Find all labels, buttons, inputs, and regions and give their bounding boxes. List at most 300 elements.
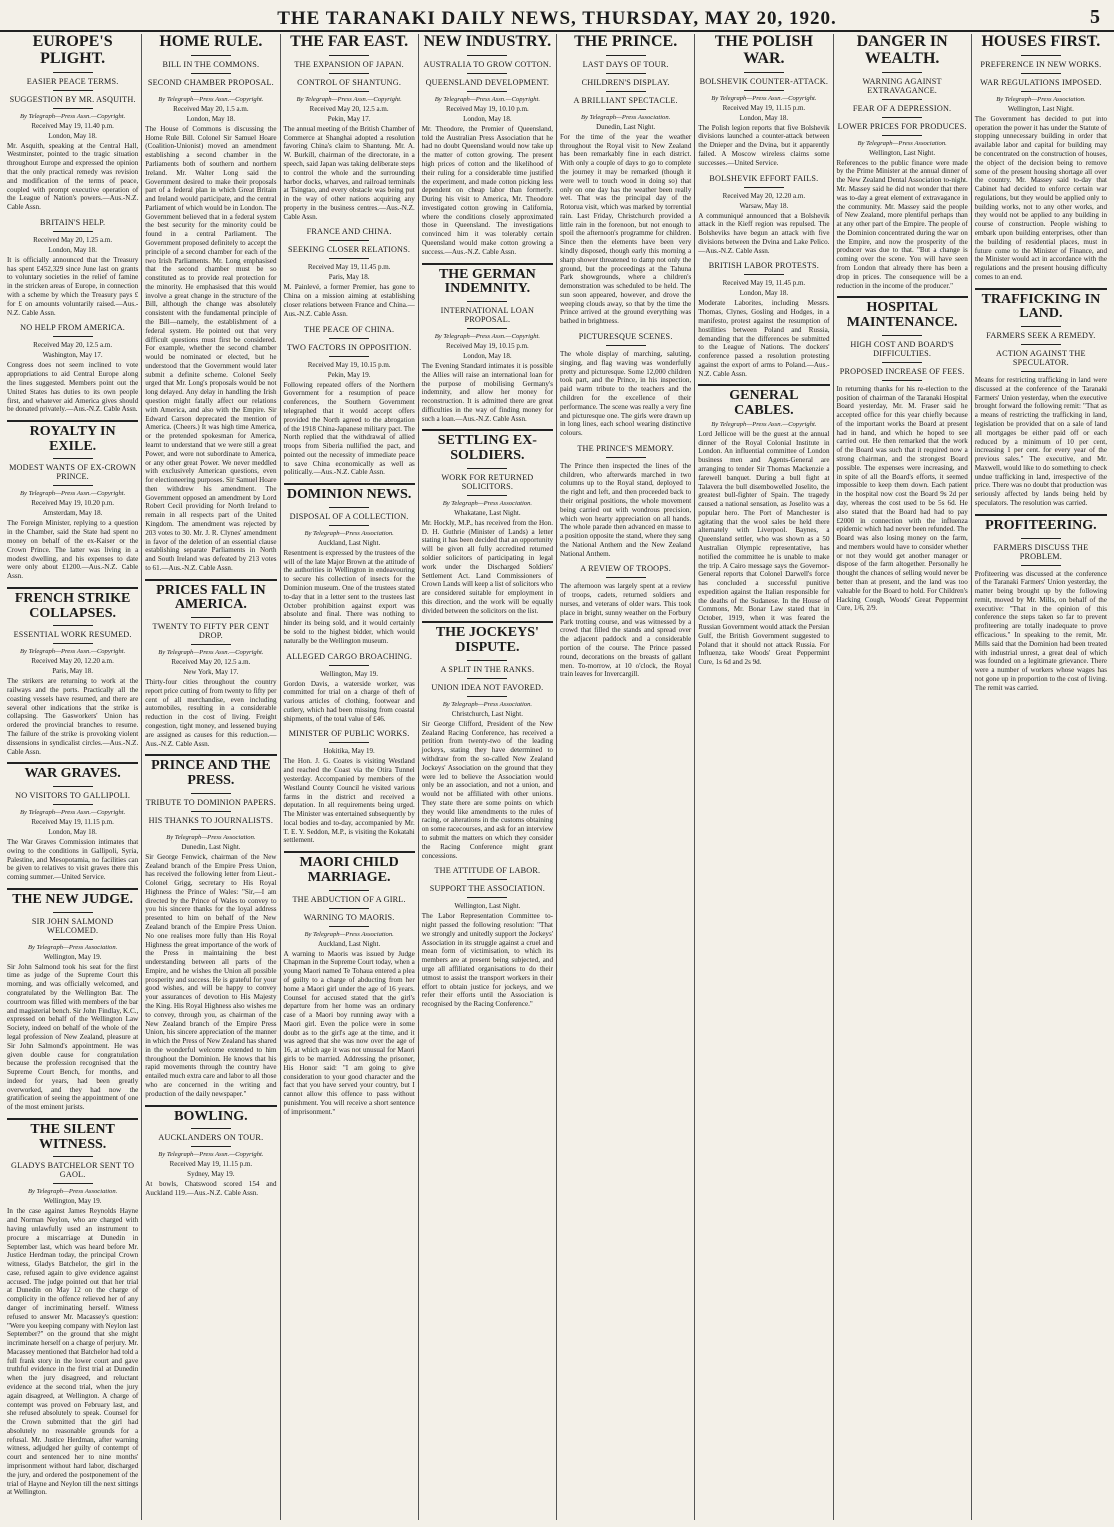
article-body: Moderate Laborites, including Messrs. Thomas, Clynes, Gosling and Hodges, in a manifesto, protest against the resumption of hostilities between Poland and Russia, demanding that the differences be submitted to the League of Nations. The dockers' conference passed a resolution protesting against the export of arms to Poland.—Aus.-N.Z. Cable Assn. [698,299,830,378]
headline: PRICES FALL IN AMERICA. [145,579,276,613]
received-time: Received May 19, 10.15 p.m. [445,341,529,350]
subheadline: ACTION AGAINST THE SPECULATOR. [996,349,1086,368]
byline: By Telegraph—Press Assn.—Copyright. [434,332,540,340]
subheadline: FRANCE AND CHINA. [306,227,392,237]
article [7,888,138,1112]
article [145,579,276,749]
dateline: London, May 18. [48,245,97,254]
byline: By Telegraph—Press Association. [166,833,256,841]
article-body: Means for restricting trafficking in land were discussed at the conference of the Taranaki Farmers' Union yesterday, when the executive brought forward the following remit: "That as a means of restricting the trafficking in land, legislation be provided that on a sale of land all mortgages be either paid off or each reduced by a minimum of 10 per cent, increasing 1 per cent. for every year of the previous sales." The executive, and Mr. Maxwell, would like to do something to check undue trafficking in land, irrespective of the price. There was no doubt that production was seriously affected by lands being held by speculators. The resolution was carried. [974,376,1107,508]
received-time: Received May 20, 12.5 a.m. [171,658,251,667]
divider-rule [744,72,784,73]
divider-rule [53,108,93,109]
headline: PRINCE AND THE PRESS. [145,754,276,788]
divider-rule [329,73,369,74]
divider-rule [467,879,507,880]
divider-rule [53,72,93,73]
dateline: Whakatane, Last Night. [454,508,521,517]
column-6 [695,34,833,1520]
divider-rule [1021,371,1061,372]
divider-rule [329,926,369,927]
article [7,218,138,317]
article [7,420,138,581]
divider-rule [191,91,231,92]
headline: HOUSES FIRST. [981,34,1101,50]
headline: THE POLISH WAR. [714,34,813,67]
article-body: In the case against James Reynolds Hayne and Norman Neylon, who are charged with having unlawfully used an instrument to procure a miscarriage at Dunedin in September last, which was heard before Mr. Justice Herdman today, the principal Crown witness, Gladys Batchelor, the girl in the case, refused again to give evidence against accused. The judge pointed out that her trial at Dunedin on May 12 on the charge of complicity in the offence relieved her of any danger of incriminating herself. Witness refused to answer Mr. Macassey's question: "Were you keeping company with Neylon last September?" on the ground that she might incriminate herself on a charge of perjury. Mr. Macassey mentioned that Batchelor had told a full frank story in the lower court and gave truthful evidence in the first trial at Dunedin when the jury disagreed, and reluctant evidence at the second trial, when the jury again disagreed, at Wellington. A charge of contempt was proved on February last, and she refused absolutely to speak. Counsel for the Crown submitted that the girl had absolutely no reasonable grounds for a refusal. Mr. Justice Herdman, after warning witness, adjudged her guilty of contempt of court and sentenced her to nine months' imprisonment without hard labor, discharged the jury, and ordered the postponement of the trial of Hayne and Neylon till the next sittings at Wellington. [7,1207,139,1497]
subheadline: THE PEACE OF CHINA. [304,324,395,334]
headline: MAORI CHILD MARRIAGE. [284,851,415,885]
divider-rule [329,742,369,743]
article-body: The Evening Standard intimates it is possible the Allies will raise an international loan for the purpose of mobilising Germany's indemnity, and allow her money for reconstruction. It is admitted there are great difficulties in the way of finding money for such a loan.—Aus.-N.Z. Cable Assn. [421,361,553,423]
article-body: The House of Commons is discussing the Home Rule Bill. Colonel Sir Samuel Hoare (Coalition-Unionist) moved an amendment establishing a second chamber in the Parliaments both of southern and northern Ireland. Mr. Walter Long said the Government desired to make their proposals part of a federal plan in which Great Britain and Ireland would participate, and the central Parliament of which would be in London. The Government believed that in a federal system the best security for the minority could be found in a central Parliament. The Government proposed definitely to accept the principle of a second chamber for each of the two Irish Parliaments. Mr. Long emphasised that the second chamber must be so constituted as to provide real protection for the minority. He emphasised that this would involve a great change in the structure of the Bill, although the change was absolutely consistent with the fundamental principle of the Bill—namely, the establishment of a federal system. He pointed out that very difficult questions must first be considered. For example, whether the second chamber would be nominated or elected, but he understood that the Government would later submit a definite scheme. Colonel Seely urged that Mr. Long's proposals would be not long delayed. Any delay in handling the Irish question might fatally affect our relations with America, and also with the Empire. Sir Edward Carson deprecated the mention of America. (Cheers.) It was high time America, or the pretended spokesman for America, learnt to understand that we were still a great Power, and were not subordinate to America, or any other great Power. We never meddled with exclusively American questions, even for electioneering purposes. Sir Samuel Hoare then withdrew his amendment. The Government opposed an amendment by Lord Robert Cecil providing for North Ireland to remain in all respects part of the United Kingdom. The amendment was rejected by 203 votes to 30. Mr. J. R. Clynes' amendment in favor of the deletion of an essential clause establishing separate Parliaments in North and South Ireland was defeated by 213 votes to 61.—Aus.-N.Z. Cable Assn. [145,124,277,572]
article [560,564,691,679]
article [284,34,415,221]
byline: By Telegraph—Press Assn.—Copyright. [19,648,126,656]
article [7,34,138,212]
byline: By Telegraph—Press Assn.—Copyright. [296,95,402,103]
dateline: Auckland, Last Night. [318,939,381,948]
article-body: A warning to Maoris was issued by Judge Chapman in the Supreme Court today, when a young Maori named Te Tohaua entered a plea of guilty to a charge of abducting from her home a Maori girl under the age of 16 years. Counsel for accused stated that the girl's departure from her home was an ordinary case of a Maori boy running away with a Maori girl. Even the police were in some doubt as to the girl's age at the time, and it was agreed that she was now over the age of 16, at which age it was not unusual for Maori girls to be married. Addressing the prisoner, His Honor said: "I am going to give consideration to your good character and the fact that you have served your country, but I cannot allow this offence to pass without punishment. You will receive a short sentence of imprisonment." [283,949,415,1116]
article [560,34,691,326]
received-time: Received May 20, 12.5 a.m. [309,104,389,113]
divider-rule [882,72,922,73]
byline: By Telegraph—Press Assn.—Copyright. [19,809,126,817]
dateline: Wellington, Last Night. [1007,104,1074,113]
divider-rule [467,55,507,56]
article-body: In returning thanks for his re-election to the position of chairman of the Taranaki Hospital Board yesterday, Mr. M. Fraser said he accepted office for this year chiefly because of the important works the Board at present had in hand, and which he hoped to see carried out. He then remarked that the work of the Board was such that it required now a strong chairman, and the strongest Board possible. The expenses were increasing, and in spite of all the Board's efforts, it seemed impossible to keep them down. Each patient in the hospital now cost the Board 9s 2d per day, whereas the cost used to be 5s 6d. He also stated that the Board had had to pay £2000 in connection with the influenza epidemic which had never been refunded. The Board was also losing money on the farm, and members would have to consider whether or not they would get another manager or dispose of the farm altogether. Personally he thought the chances of selling would never be better than at present, and the land was too valuable for the Board to hold. For Children's Hacking Cough, Woods' Great Peppermint Cure, 1/6, 2/9. [836,384,968,613]
subheadline: SUGGESTION BY MR. ASQUITH. [9,94,136,104]
subheadline: CONTROL OF SHANTUNG. [297,77,402,87]
subheadline: HIGH COST AND BOARD'S DIFFICULTIES. [850,339,954,358]
dateline: Washington, May 17. [42,351,103,360]
divider-rule [329,507,369,508]
headline: THE JOCKEYS' DISPUTE. [422,621,553,655]
received-time: Received May 20, 1.25 a.m. [33,235,113,244]
article-body: References to the public finance were made by the Prime Minister at the annual dinner of the New Zealand Dental Association to-night. Mr. Massey said he did not wonder that there was to-day a great element of extravagance in the community. Mr. Massey said the people of New Zealand, more plentiful perhaps than at any other part of the Empire. The people of the Dominion concentrated during the war on the Empire, and now the prosperity of the producer was due to that. "But a change is coming over the scene. You will have seen from London that already there has been a drop in prices. The consequence will be a reduction in the income of the producer." [836,158,968,290]
dateline: London, May 18. [739,289,789,298]
article [975,288,1107,508]
column-8 [972,34,1110,1520]
divider-rule [53,336,93,337]
headline: THE GERMAN INDEMNITY. [422,263,553,297]
dateline: Sydney, May 19. [187,1170,235,1179]
divider-rule [329,338,369,339]
dateline: Warsaw, May 18. [739,201,789,210]
subheadline: MODEST WANTS OF EX-CROWN PRINCE. [9,463,137,482]
article-body: At bowls, Chatswood scored 154 and Auckland 119.—Aus.-N.Z. Cable Assn. [145,1180,277,1198]
article-body: The Labor Representation Committee to-night passed the following resolution: "That we strongly and unitedly support the Jockeys' Association in its struggle against a cruel and mean form of victimisation, to which its members are at present being subjected, and urge all affiliated organisations to do their utmost to assist the transport workers in their effort to obtain justice for jockeys, and we refer their efforts until the Association is recognised by the Racing Conference." [421,912,553,1009]
article-body: Mr. Hockly, M.P., has received from the Hon. D. H. Guthrie (Minister of Lands) a letter stating it has been decided that an opportunity will be given all fully accredited returned soldier solicitors of participating in legal work under the Discharged Soldiers' Settlement Act. Land Commissioners of Crown Lands will keep a list of solicitors who are considered suitable for employment in this direction, and the work will be equally divided between the solicitors on the list. [421,518,553,615]
divider-rule [882,380,922,381]
divider-rule [329,890,369,891]
article [284,483,415,645]
headline: TRAFFICKING IN LAND. [975,288,1107,322]
subheadline: NO HELP FROM AMERICA. [20,323,126,333]
divider-rule [606,55,646,56]
dateline: Auckland, Last Night. [318,538,381,547]
divider-rule [191,644,231,645]
article-body: The annual meeting of the British Chamber of Commerce at Shanghai adopted a resolution favoring China's claim to Shantung. Mr. A. W. Burkill, chairman of the directorate, in a speech, said Japan was taking deliberate steps to control the whole and the surrounding harbor docks, wharves, and railroad terminals at Tsingtao, and every obstacle was being put in the way of other nations acquiring any property in the business centres.—Aus.-N.Z. Cable Assn. [283,124,415,221]
divider-rule [606,345,646,346]
divider-rule [744,274,784,275]
subheadline: SECOND CHAMBER PROPOSAL. [147,77,274,87]
divider-rule [744,90,784,91]
dateline: Hokitika, May 19. [323,747,375,756]
received-time: Received May 20, 1.5 a.m. [173,104,249,113]
subheadline: THE PRINCE'S MEMORY. [577,443,674,453]
article-body: It is officially announced that the Treasury has spent £452,329 since June last on grants to voluntary societies in the relief of famine in the stricken areas of Europe, in connection with a scheme by which the Treasury pays £ for £ on amounts voluntarily raised.—Aus.-N.Z. Cable Assn. [7,255,139,317]
article-body: The Hon. J. G. Coates is visiting Westland and reached the Coast via the Otira Tunnel yesterday. Accompanied by members of the Westland County Council he visited various farms in the district and received a deputation. In all requirements being urged. The Minister was entertained subsequently by local bodies and to-day, accompanied by Mr. T. E. Y. Seddon, M.P., is visiting the Kokatahi settlement. [283,757,415,845]
divider-rule [329,55,369,56]
divider-rule [467,678,507,679]
article-body: For the time of the year the weather throughout the Royal visit to New Zealand has been remarkably fine in each district. With only a couple of days to go to complete the journey it may be remarked (though it were well to touch wood in doing so) that only on one day has the weather been really wet. That was the principal day of the Rotorua visit, which was marked by torrential rain. Last Friday, Christchurch provided a little rain in the forenoon, but not enough to spoil the afternoon's programme for children. Since then the elements have been very kindly disposed, though early this morning a sharp shower threatened to damp not only the ground, but the proceedings at the Tahuna Park showgrounds, where a children's demonstration was scheduled to be held. The sun soon appeared, however, and drove the weeping clouds away, so that by the time the Prince arrived at the ground everything was bathed in brightness. [560,132,692,326]
byline: By Telegraph—Press Association. [27,943,118,951]
divider-rule [53,912,93,913]
byline: By Telegraph—Press Assn.—Copyright. [711,420,817,428]
column-2 [142,34,280,1520]
column-5 [557,34,695,1520]
byline: By Telegraph—Press Assn.—Copyright. [19,112,126,120]
article-body: The Foreign Minister, replying to a question in the Chamber, said the State had spent no money on behalf of the ex-Kaiser or the Crown Prince. The latter was living in a modest dwelling, and his expenses to date were only about £1200.—Aus.-N.Z. Cable Assn. [7,519,139,581]
subheadline: FARMERS DISCUSS THE PROBLEM. [993,542,1089,561]
byline: By Telegraph—Press Association. [996,95,1086,103]
article-body: Profiteering was discussed at the conference of the Taranaki Farmers' Union yesterday, the matter being brought up by the following remit, moved by Mr. Mills, on behalf of the executive: "That in the opinion of this conference the steps taken so far to prevent profiteering are totally inadequate to prove efficacious." In speaking to the remit, Mr. Mills said that the Dominion had been treated with industrial unrest, a great deal of which was founded on a legitimate grievance. There were a number of workers whose wages has not gone up in proportion to the cost of living. The remit was carried. [974,569,1107,692]
subheadline: SEEKING CLOSER RELATIONS. [288,245,411,255]
divider-rule [1021,55,1061,56]
columns-container [4,34,1110,1520]
subheadline: WAR REGULATIONS IMPOSED. [980,77,1102,87]
headline: ROYALTY IN EXILE. [7,420,138,454]
received-time: Received May 19, 10.10 p.m. [445,104,529,113]
headline: THE SILENT WITNESS. [7,1118,138,1152]
dateline: London, May 18. [48,828,97,837]
article-body: Lord Jellicoe will be the guest at the annual dinner of the Royal Colonial Institute in London. An influential committee of London business men and Agents-General are arranging to tender Sir Thomas Mackenzie a farewell banquet. During a bull fight at Talavera the bull disembowelled Joselito, the greatest bull-fighter of Spain. The tragedy caused a national sensation, as Joselito was a popular hero. The Port of Manchester is agitating that the wool sales be held there alternately with Liverpool. Baynes, a Queensland settler, who was shown as a 50 Australian Olympic representative, has notified the committee he is unable to make the trip. A Cairo message says the Governor-General reports that Colonel Darwell's force has concluded a successful punitive expedition against the Italian responsible for the deaths of the Sudanese. In the House of Commons, Mr. Bonar Law stated that in October, 1919, when it was feared the Russian Government would attack the Persian Gulf, the British Government suggested to Poland that it should not attack Russia. For Influenza, take Woods' Great Peppermint Cure, 1s 6d and 2s 9d. [698,429,830,667]
byline: By Telegraph—Press Association. [27,1188,118,1196]
article [560,444,691,559]
received-time: Received May 19, 11.45 p.m. [307,263,391,272]
article-body: Following repeated offers of the Northern Government for a resumption of peace conferences, the Southern Government telegraphed that it would accept offers provided the North agreed to the abrogation of the 1918 China-Japanese military pact. The North replied that the withdrawal of allied troops from Siberia nullified the pact, and pointed out the necessity of immediate peace to save China economically as well as politically.—Aus.-N.Z. Cable Assn. [283,380,415,477]
divider-rule [329,908,369,909]
divider-rule [329,356,369,357]
article [837,34,968,290]
article-body: Sir George Clifford, President of the New Zealand Racing Conference, has received a petition from twenty-two of the leading jockeys, stating they have determined to withdraw from the so-called New Zealand Jockeys' Association on the ground that they were led to believe the Association would only be an association, and not a union, and would not be affiliated with other unions. They state there are some points on which they would like amendments to the rules of racing, or alterations in the customs obtaining on some racecourses, and ask for an interview to submit the matters on which they consider the Racing Conference might grant concessions. [421,719,553,860]
divider-rule [329,665,369,666]
headline: WAR GRAVES. [7,762,138,782]
article-body: The Prince then inspected the lines of the children, who afterwards marched in two columns up to the Royal stand, deployed to the right and left, and then proceeded back to their original positions, the whole movement being carried out with wondrous precision, which won hearty appreciation on all hands. The whole parade then advanced en masse to a position opposite the stand, where they sang the National Anthem and the New Zealand National Anthem. [560,461,692,558]
dateline: London, May 18. [463,114,512,123]
divider-rule [882,362,922,363]
article [975,514,1107,693]
dateline: Dunedin, Last Night. [181,842,241,851]
received-time: Received May 19, 10.20 p.m. [31,499,115,508]
subheadline: NO VISITORS TO GALLIPOLI. [15,791,131,801]
divider-rule [606,73,646,74]
article [422,621,553,860]
article [284,851,415,1116]
divider-rule [467,696,507,697]
subheadline: THE ABDUCTION OF A GIRL. [292,894,406,904]
subheadline: BRITISH LABOR PROTESTS. [708,261,820,271]
article [284,652,415,724]
subheadline: LAST DAYS OF TOUR. [582,59,669,69]
article-body: The Government has decided to put into operation the power it has under the Statute of stopping unnecessary building in order that available labor and capital for building may be concentrated on the construction of houses, the object of the decision being to remove some of the present housing shortage all over the country. Mr. Massey said to-day that Cabinet had decided to enforce certain war regulations, but they would be applied only to building works, not to any other works, and they would not be applied to any building in course of construction. People wishing to embark upon building enterprises, other than the building of residential places, must in future come to the Minister of Finance, and the Minister would act in accordance with the regulations and the present housing difficulty comes to an end. [974,114,1107,281]
divider-rule [1021,565,1061,566]
byline: By Telegraph—Press Assn.—Copyright. [434,95,540,103]
column-1 [4,34,142,1520]
divider-rule [53,786,93,787]
subheadline: MINISTER OF PUBLIC WORKS. [288,729,410,739]
subheadline: PROPOSED INCREASE OF FEES. [839,366,965,376]
divider-rule [467,897,507,898]
divider-rule [191,829,231,830]
masthead-title: THE TARANAKI DAILY NEWS, THURSDAY, MAY 20, 1920. [277,8,837,29]
divider-rule [882,117,922,118]
article [698,34,829,168]
divider-rule [53,485,93,486]
subheadline: SIR JOHN SALMOND WELCOMED. [31,916,114,935]
subheadline: BOLSHEVIK COUNTER-ATTACK. [699,76,829,86]
subheadline: FEAR OF A DEPRESSION. [852,103,952,113]
divider-rule [53,458,93,459]
divider-rule [467,301,507,302]
divider-rule [1021,538,1061,539]
article [7,323,138,414]
subheadline: A SPLIT IN THE RANKS. [440,664,535,674]
subheadline: GLADYS BATCHELOR SENT TO GAOL. [10,1161,135,1180]
dateline: London, May 18. [186,114,236,123]
headline: SETTLING EX-SOLDIERS. [422,429,553,463]
divider-rule [882,99,922,100]
divider-rule [53,939,93,940]
divider-rule [467,328,507,329]
subheadline: A REVIEW OF TROOPS. [580,564,672,574]
column-3 [281,34,419,1520]
divider-rule [191,1146,231,1147]
byline: By Telegraph—Press Assn.—Copyright. [158,649,264,657]
byline: By Telegraph—Press Assn.—Copyright. [711,94,817,102]
page-number: 5 [1090,6,1100,28]
divider-rule [467,91,507,92]
article-body: Gordon Davis, a waterside worker, was committed for trial on a charge of theft of various articles of clothing, footwear and cutlery, which had been missing from coastal shipments, of the total value of £46. [283,679,415,723]
byline: By Telegraph—Press Assn.—Copyright. [158,95,264,103]
dateline: Wellington, Last Night. [869,148,936,157]
byline: By Telegraph—Press Association. [304,930,394,938]
headline: HOME RULE. [159,34,263,50]
received-time: Received May 19, 11.45 p.m. [722,279,806,288]
divider-rule [329,240,369,241]
article [698,174,829,256]
headline: THE NEW JUDGE. [7,888,138,908]
subheadline: ESSENTIAL WORK RESUMED. [13,630,132,640]
subheadline: A BRILLIANT SPECTACLE. [573,95,678,105]
headline: GENERAL CABLES. [698,384,829,418]
divider-rule [606,91,646,92]
article-body: Resentment is expressed by the trustees of the will of the late Major Brown at the attitude of the authorities in Wellington in endeavouring to secure his collection of insects for the Dominion museum. One of the trustees stated to-day that in a letter sent to the trustees last October prohibition against export was absolute and final. There was nothing to hinder its being sold, and it would certainly be sold to the highest bidder, which would naturally be the Wellington museum. [283,548,415,645]
byline: By Telegraph—Press Association. [442,499,533,507]
headline: PROFITEERING. [975,514,1107,534]
subheadline: TWO FACTORS IN OPPOSITION. [286,342,412,352]
divider-rule [467,495,507,496]
subheadline: LOWER PRICES FOR PRODUCES. [837,121,967,131]
divider-rule [467,73,507,74]
divider-rule [191,793,231,794]
byline: By Telegraph—Press Assn.—Copyright. [19,490,126,498]
headline: FRENCH STRIKE COLLAPSES. [7,587,138,621]
received-time: Received May 20, 12.20 a.m. [31,657,114,666]
byline: By Telegraph—Press Association. [442,700,533,708]
byline: By Telegraph—Press Assn.—Copyright. [158,1151,264,1159]
divider-rule [606,577,646,578]
article [284,227,415,318]
headline: NEW INDUSTRY. [423,34,552,50]
subheadline: QUEENSLAND DEVELOPMENT. [425,77,550,87]
subheadline: CHILDREN'S DISPLAY. [581,77,670,87]
article-body: Sir George Fenwick, chairman of the New Zealand branch of the Empire Press Union, has received the following letter from Lieut.-Colonel Grigg, secretary to His Royal Highness the Prince of Wales: "Sir,—I am directed by the Prince of Wales to convey to you his sincere thanks for the loyal address presented to him on behalf of the New Zealand branch of the Empire Press Union. No one realises more fully than His Royal Highness the great importance of the work of the Press in maintaining the best understanding between all parts of the Empire, and he wishes the Union all possible prosperity and success. He is grateful for your good wishes, and will be happy to convey your assurances of devotion to His Majesty the King. His Royal Highness also wishes me to convey, through you, as chairman of the New Zealand branch of the Empire Press Union, his sincere appreciation of the manner in which the Press of New Zealand has shared in the wonderful welcome extended to him throughout the Dominion. He knows that his rapid movements through the country have entailed much extra care and labor to all those who are concerned in the writing and production of the daily newspaper." [145,852,277,1098]
article-body: The strikers are returning to work at the railways and the ports. Practically all the coasting vessels have resumed, and there are several other indications that the strike is collapsing. The Gasworkers' Union has ordered the provincial branches to resume. The failure of the strike is provoking violent dissensions in syndicalist circles.—Aus.-N.Z. Cable Assn. [7,677,139,756]
subheadline: WARNING TO MAORIS. [303,912,395,922]
divider-rule [467,660,507,661]
byline: By Telegraph—Press Association. [304,529,394,537]
divider-rule [1021,344,1061,345]
article [7,762,138,882]
article [7,1118,138,1497]
dateline: Wellington, May 19. [320,669,378,678]
divider-rule [744,187,784,188]
article [145,754,276,1098]
article-body: A communiqué announced that a Bolshevik attack in the Kieff region was repulsed. The Bolsheviks have begun an attack with five divisions between the Dvina and Lake Pelico.—Aus.-N.Z. Cable Assn. [698,211,830,255]
headline: EUROPE'S PLIGHT. [32,34,113,67]
dateline: Wellington, May 19. [43,952,102,961]
headline: BOWLING. [145,1105,276,1125]
divider-rule [53,643,93,644]
dateline: Pekin, May 17. [327,114,371,123]
received-time: Received May 19, 11.15 p.m. [31,818,114,827]
divider-rule [191,617,231,618]
divider-rule [53,90,93,91]
subheadline: PREFERENCE IN NEW WORKS. [980,59,1102,69]
subheadline: TWENTY TO FIFTY PER CENT DROP. [152,622,270,641]
article [698,261,829,378]
subheadline: BILL IN THE COMMONS. [162,59,260,69]
article-body: The War Graves Commission intimates that owing to the conditions in Gallipoli, Syria, Palestine, and Mesopotamia, no facilities can be given to relatives to visit graves there this coming summer.—United Service. [7,838,139,882]
dateline: Wellington, Last Night. [454,902,521,911]
dateline: Dunedin, Last Night. [596,122,656,131]
divider-rule [1021,326,1061,327]
dateline: Wellington, May 19. [43,1197,102,1206]
divider-rule [329,525,369,526]
headline: DOMINION NEWS. [284,483,415,503]
subheadline: SUPPORT THE ASSOCIATION. [429,884,545,894]
subheadline: DISPOSAL OF A COLLECTION. [289,511,409,521]
dateline: Paris, May 18. [52,667,94,676]
divider-rule [467,468,507,469]
subheadline: EASIER PEACE TERMS. [26,76,119,86]
subheadline: AUSTRALIA TO GROW COTTON. [423,59,552,69]
article [837,296,968,613]
subheadline: ALLEGED CARGO BROACHING. [286,651,413,661]
received-time: Received May 19, 11.15 p.m. [722,103,806,112]
column-4 [419,34,557,1520]
article-body: Sir John Salmond took his seat for the first time as judge of the Supreme Court this morning, and was officially welcomed, and congratulated by the Wellington Bar. The courtroom was filled with members of the bar and magisterial bench. Sir John Findlay, K.C., expressed on behalf of the Wellington Law Society, indeed on behalf of the whole of the legal profession of New Zealand, pleasure at Sir John Salmond's appointment. He was given double cause for congratulation because the profession recognised that the Supreme Court Bench, for months, and indeed for years, had been greatly overworked, and they had now the gratification of seeing the appointment of one of the most eminent jurists. [7,962,139,1112]
headline: THE PRINCE. [574,34,678,50]
byline: By Telegraph—Press Association. [857,139,947,147]
subheadline: FARMERS SEEK A REMEDY. [986,331,1096,341]
article-body: The afternoon was largely spent at a review of troops, cadets, returned soldiers and nurses, and veterans of older wars. This took place in bright, sunny weather on the Forbury Park trotting course, and was witnessed by a crowd that filled the stands and spread over the adjacent paddock and a considerable portion of the course. The Prince passed round, decorations on the breasts of gallant men. To-morrow, at 10 o'clock, the Royal train leaves for Invercargill. [560,582,692,679]
article-body: Thirty-four cities throughout the country report price cutting of from twenty to fifty per cent of all merchandise, even including automobiles, resulting in a considerable reduction in the cost of living. Freight congestion, tight money, and lessened buying are assigned as causes for this reduction.—Aus.-N.Z. Cable Assn. [145,678,277,748]
subheadline: WORK FOR RETURNED SOLICITORS. [441,472,534,491]
subheadline: TRIBUTE TO DOMINION PAPERS. [145,797,277,807]
received-time: Received May 19, 11.40 p.m. [31,121,114,130]
divider-rule [191,811,231,812]
divider-rule [329,91,369,92]
article-body: Mr. Theodore, the Premier of Queensland, told the Australian Press Association that he had no doubt Queensland would now take up the matter of cotton growing. The present high prices of cotton and the likelihood of their ruling for a considerable time justified the experiment, and made cotton picking less dependent on cheap labor than formerly. During his visit to America, Mr. Theodore investigated cotton growing in California, where the conditions closely approximated those in Queensland. The investigations convinced him it was tolerably certain Queensland would make cotton growing a success.—Aus.-N.Z. Cable Assn. [421,124,553,256]
subheadline: THE ATTITUDE OF LABOR. [434,866,541,876]
received-time: Received May 19, 10.15 p.m. [307,360,391,369]
article [975,34,1107,282]
article [560,332,691,438]
dateline: Christchurch, Last Night. [451,709,523,718]
dateline: Paris, May 18. [328,273,370,282]
article [422,34,553,257]
dateline: Pekin, May 19. [327,370,371,379]
dateline: London, May 18. [463,351,512,360]
article [145,1105,276,1198]
article [284,729,415,845]
divider-rule [53,804,93,805]
article-body: The Polish legion reports that five Bolshevik divisions launched a counter-attack between the Dnieper and the Dvina, but it apparently failed. A Moscow wireless claims some successes.—United Service. [698,123,830,167]
divider-rule [606,109,646,110]
dateline: Amsterdam, May 18. [42,509,103,518]
dateline: London, May 18. [48,131,97,140]
divider-rule [1021,91,1061,92]
article-body: M. Painlevé, a former Premier, has gone to China on a mission aiming at establishing closer relations between France and China.—Aus.-N.Z. Cable Assn. [283,283,415,318]
dateline: New York, May 17. [183,668,239,677]
received-time: Received May 20, 12.5 a.m. [33,341,113,350]
article [698,384,829,666]
subheadline: HIS THANKS TO JOURNALISTS. [148,815,274,825]
article [422,263,553,424]
headline: DANGER IN WEALTH. [856,34,948,67]
dateline: London, May 18. [739,113,789,122]
article-body: Mr. Asquith, speaking at the Central Hall, Westminster, pointed to the tragic situation throughout Europe and expressed the opinion that the only practical remedy was revision and modification of the terms of peace, coupled with prompt executive operation of the League of Nation's powers.—Aus.-N.Z. Cable Assn. [7,141,139,212]
divider-rule [191,1128,231,1129]
divider-rule [606,457,646,458]
article [284,325,415,478]
divider-rule [191,73,231,74]
divider-rule [53,625,93,626]
article [7,587,138,756]
received-time: Received May 19, 11.15 p.m. [169,1160,253,1169]
subheadline: UNION IDEA NOT FAVORED. [431,682,544,692]
divider-rule [882,335,922,336]
column-7 [834,34,972,1520]
divider-rule [53,1183,93,1184]
divider-rule [329,258,369,259]
subheadline: THE EXPANSION OF JAPAN. [294,59,404,69]
divider-rule [53,231,93,232]
divider-rule [191,55,231,56]
divider-rule [882,135,922,136]
subheadline: WARNING AGAINST EXTRAVAGANCE. [862,76,942,95]
subheadline: BOLSHEVIK EFFORT FAILS. [709,173,819,183]
article [422,429,553,615]
subheadline: BRITAIN'S HELP. [40,217,106,227]
headline: HOSPITAL MAINTENANCE. [837,296,968,330]
subheadline: AUCKLANDERS ON TOUR. [158,1133,264,1143]
article [145,34,276,573]
received-time: Received May 20, 12.20 a.m. [722,191,806,200]
